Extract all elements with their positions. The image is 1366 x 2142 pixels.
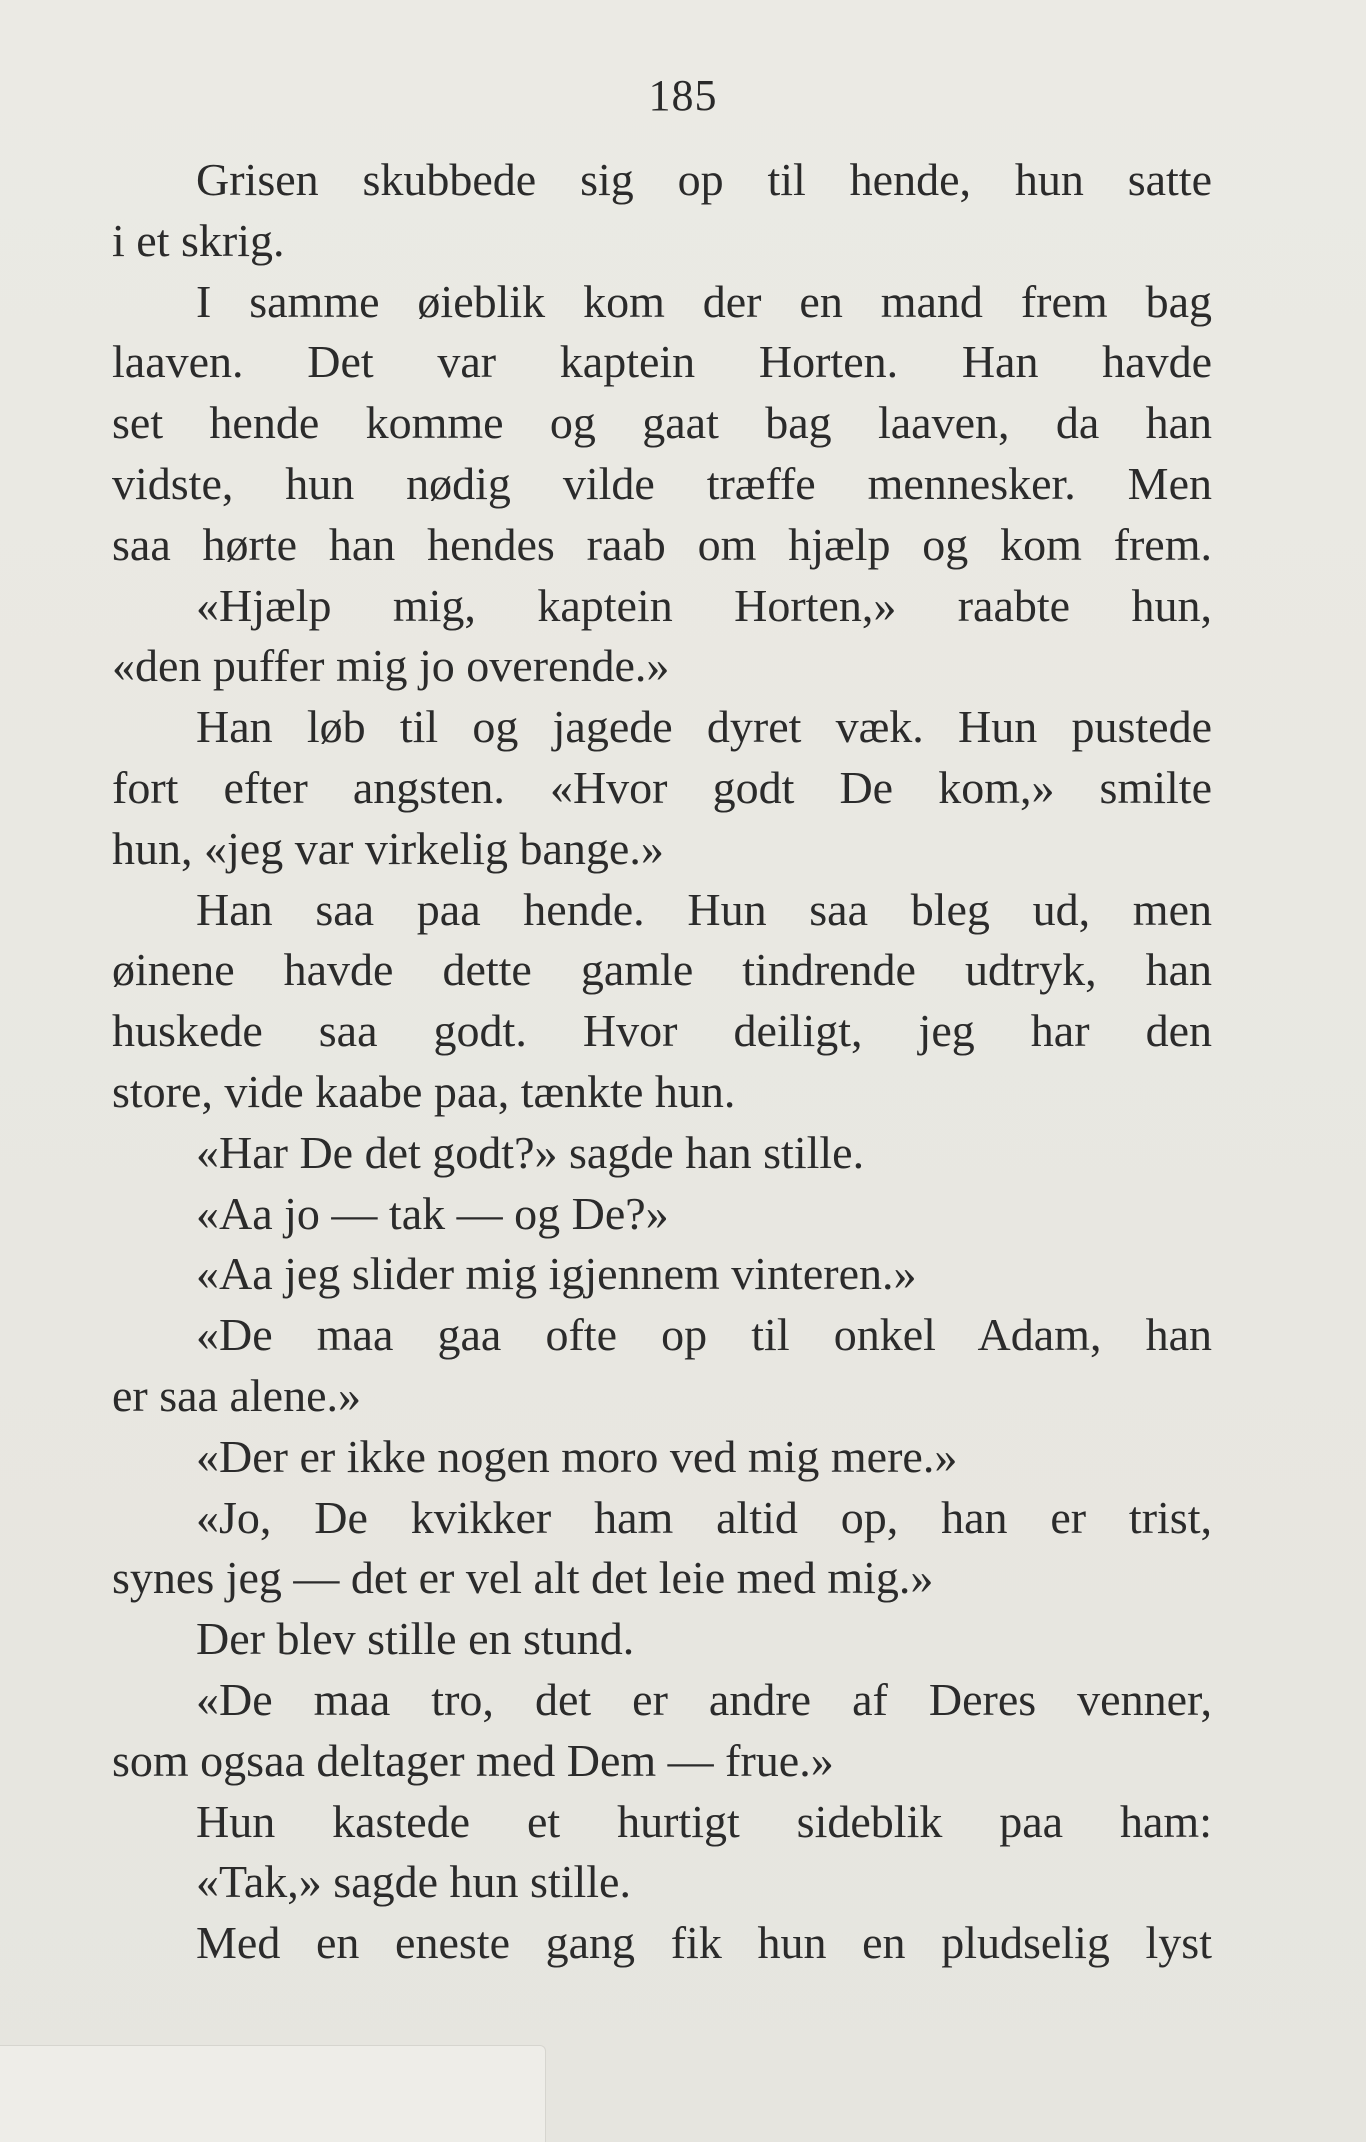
text-line: «Tak,» sagde hun stille. xyxy=(196,1856,631,1908)
text-line: er saa alene.» xyxy=(112,1369,362,1421)
text-line: «Aa jo — tak — og De?» xyxy=(196,1187,669,1239)
text-line: «Har De det godt?» sagde han stille. xyxy=(196,1126,865,1178)
text-line: «Aa jeg slider mig igjennem vinteren.» xyxy=(196,1248,917,1300)
text-line: «Jo, De kvikker ham altid op, han er trist, xyxy=(196,1491,1212,1543)
text-line: saa hørte han hendes raab om hjælp og kom frem. xyxy=(112,518,1212,570)
text-line: Med en eneste gang fik hun en pludselig lyst xyxy=(196,1917,1212,1969)
text-line: huskede saa godt. Hvor deiligt, jeg har den xyxy=(112,1005,1212,1057)
text-line: i et skrig. xyxy=(112,214,285,266)
text-line: øinene havde dette gamle tindrende udtryk, han xyxy=(112,944,1212,996)
text-line: Han saa paa hende. Hun saa bleg ud, men xyxy=(196,883,1212,935)
text-line: Hun kastede et hurtigt sideblik paa ham: xyxy=(196,1795,1212,1847)
text-line: set hende komme og gaat bag laaven, da han xyxy=(112,397,1212,449)
text-line: store, vide kaabe paa, tænkte hun. xyxy=(112,1065,736,1117)
text-line: hun, «jeg var virkelig bange.» xyxy=(112,822,664,874)
body-text xyxy=(112,150,1212,1974)
text-line: «De maa tro, det er andre af Deres venner, xyxy=(196,1673,1212,1725)
text-line: synes jeg — det er vel alt det leie med mig.» xyxy=(112,1552,934,1604)
text-line: som ogsaa deltager med Dem — frue.» xyxy=(112,1734,834,1786)
text-line: Han løb til og jagede dyret væk. Hun pustede xyxy=(196,701,1212,753)
text-line: «Der er ikke nogen moro ved mig mere.» xyxy=(196,1430,958,1482)
text-line: «den puffer mig jo overende.» xyxy=(112,640,670,692)
text-line: «Hjælp mig, kaptein Horten,» raabte hun, xyxy=(196,579,1212,631)
page-number: 185 xyxy=(648,71,718,120)
text-line: laaven. Det var kaptein Horten. Han havde xyxy=(112,336,1212,388)
text-line: vidste, hun nødig vilde træffe mennesker. Men xyxy=(112,457,1212,509)
text-line: «De maa gaa ofte op til onkel Adam, han xyxy=(196,1309,1212,1361)
page-edge-shadow xyxy=(0,2045,546,2142)
text-line: fort efter angsten. «Hvor godt De kom,» smilte xyxy=(112,761,1212,813)
text-line: Der blev stille en stund. xyxy=(196,1613,635,1665)
text-line: Grisen skubbede sig op til hende, hun satte xyxy=(196,154,1212,205)
text-line: I samme øieblik kom der en mand frem bag xyxy=(196,275,1212,327)
